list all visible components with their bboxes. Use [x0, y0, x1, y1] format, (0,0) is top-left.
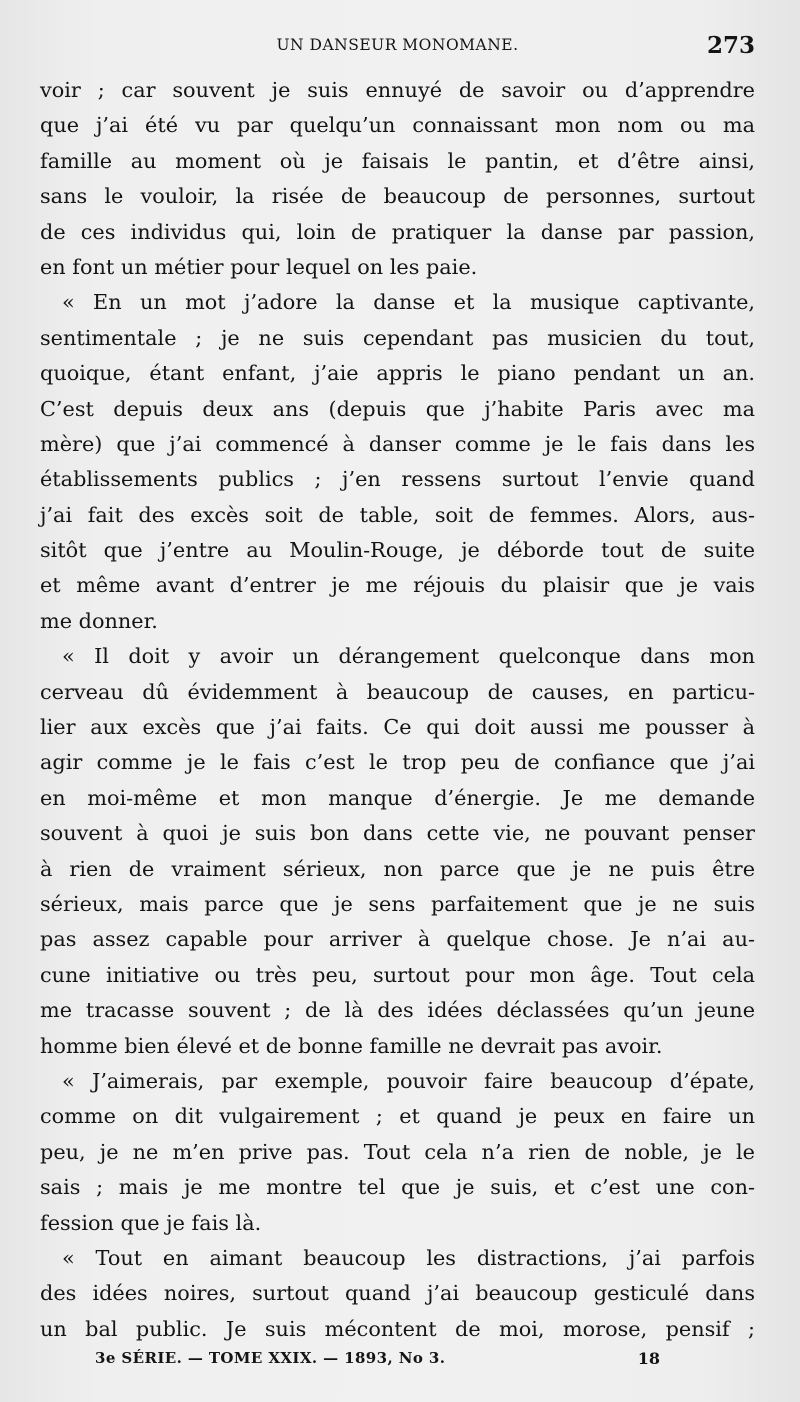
text-line: de ces individus qui, loin de pratiquer la danse par passion, [40, 219, 755, 244]
text-line: que j’ai été vu par quelqu’un connaissant mon nom ou ma [40, 113, 755, 138]
text-line: quoique, étant enfant, j’aie appris le piano pendant un an. [40, 361, 755, 386]
running-title: UN DANSEUR MONOMANE. [276, 36, 519, 54]
text-line: sentimentale ; je ne suis cependant pas musicien du tout, [40, 325, 755, 350]
running-head [40, 32, 755, 62]
text-line: en font un métier pour lequel on les paie. [40, 254, 478, 279]
text-line: et même avant d’entrer je me réjouis du plaisir que je vais [40, 573, 755, 598]
text-line: me tracasse souvent ; de là des idées déclassées qu’un jeune [40, 998, 755, 1023]
text-line: fession que je fais là. [40, 1210, 262, 1235]
text-line: des idées noires, surtout quand j’ai beaucoup gesticulé dans [40, 1281, 755, 1306]
text-line: « Il doit y avoir un dérangement quelconque dans mon [62, 644, 755, 669]
text-line: cerveau dû évidemment à beaucoup de causes, en particu- [40, 679, 755, 704]
page-footer [95, 1349, 660, 1377]
text-line: homme bien élevé et de bonne famille ne devrait pas avoir. [40, 1033, 663, 1058]
printer-signature: 3e SÉRIE. — TOME XXIX. — 1893, No 3. [95, 1349, 446, 1367]
page-number: 273 [706, 32, 755, 59]
text-line: cune initiative ou très peu, surtout pour mon âge. Tout cela [40, 962, 755, 987]
text-line: souvent à quoi je suis bon dans cette vie, ne pouvant penser [40, 821, 755, 846]
text-line: « En un mot j’adore la danse et la musique captivante, [62, 290, 755, 315]
text-line: sais ; mais je me montre tel que je suis, et c’est une con- [40, 1175, 755, 1200]
text-line: sitôt que j’entre au Moulin-Rouge, je déborde tout de suite [40, 538, 755, 563]
text-line: sérieux, mais parce que je sens parfaitement que je ne suis [40, 891, 755, 916]
signature-mark: 18 [637, 1349, 660, 1368]
text-line: en moi-même et mon manque d’énergie. Je me demande [40, 785, 755, 810]
text-line: agir comme je le fais c’est le trop peu de confiance que j’ai [40, 750, 755, 775]
text-line: sans le vouloir, la risée de beaucoup de personnes, surtout [40, 184, 755, 209]
text-line: j’ai fait des excès soit de table, soit de femmes. Alors, aus- [40, 502, 755, 527]
body-text [40, 73, 755, 1347]
text-line: C’est depuis deux ans (depuis que j’habite Paris avec ma [40, 396, 755, 421]
text-line: à rien de vraiment sérieux, non parce que je ne puis être [40, 856, 755, 881]
text-line: famille au moment où je faisais le pantin, et d’être ainsi, [40, 148, 755, 173]
text-line: « Tout en aimant beaucoup les distractions, j’ai parfois [62, 1245, 755, 1270]
text-line: lier aux excès que j’ai faits. Ce qui doit aussi me pousser à [40, 715, 755, 740]
text-line: établissements publics ; j’en ressens surtout l’envie quand [40, 467, 755, 492]
text-line: un bal public. Je suis mécontent de moi, morose, pensif ; [40, 1316, 755, 1341]
text-line: « J’aimerais, par exemple, pouvoir faire beaucoup d’épate, [62, 1068, 755, 1093]
text-line: me donner. [40, 608, 158, 633]
text-line: pas assez capable pour arriver à quelque chose. Je n’ai au- [40, 927, 755, 952]
text-line: voir ; car souvent je suis ennuyé de savoir ou d’apprendre [40, 78, 755, 102]
text-line: mère) que j’ai commencé à danser comme je le fais dans les [40, 431, 755, 456]
text-line: comme on dit vulgairement ; et quand je peux en faire un [40, 1104, 755, 1129]
text-line: peu, je ne m’en prive pas. Tout cela n’a rien de noble, je le [40, 1139, 755, 1164]
